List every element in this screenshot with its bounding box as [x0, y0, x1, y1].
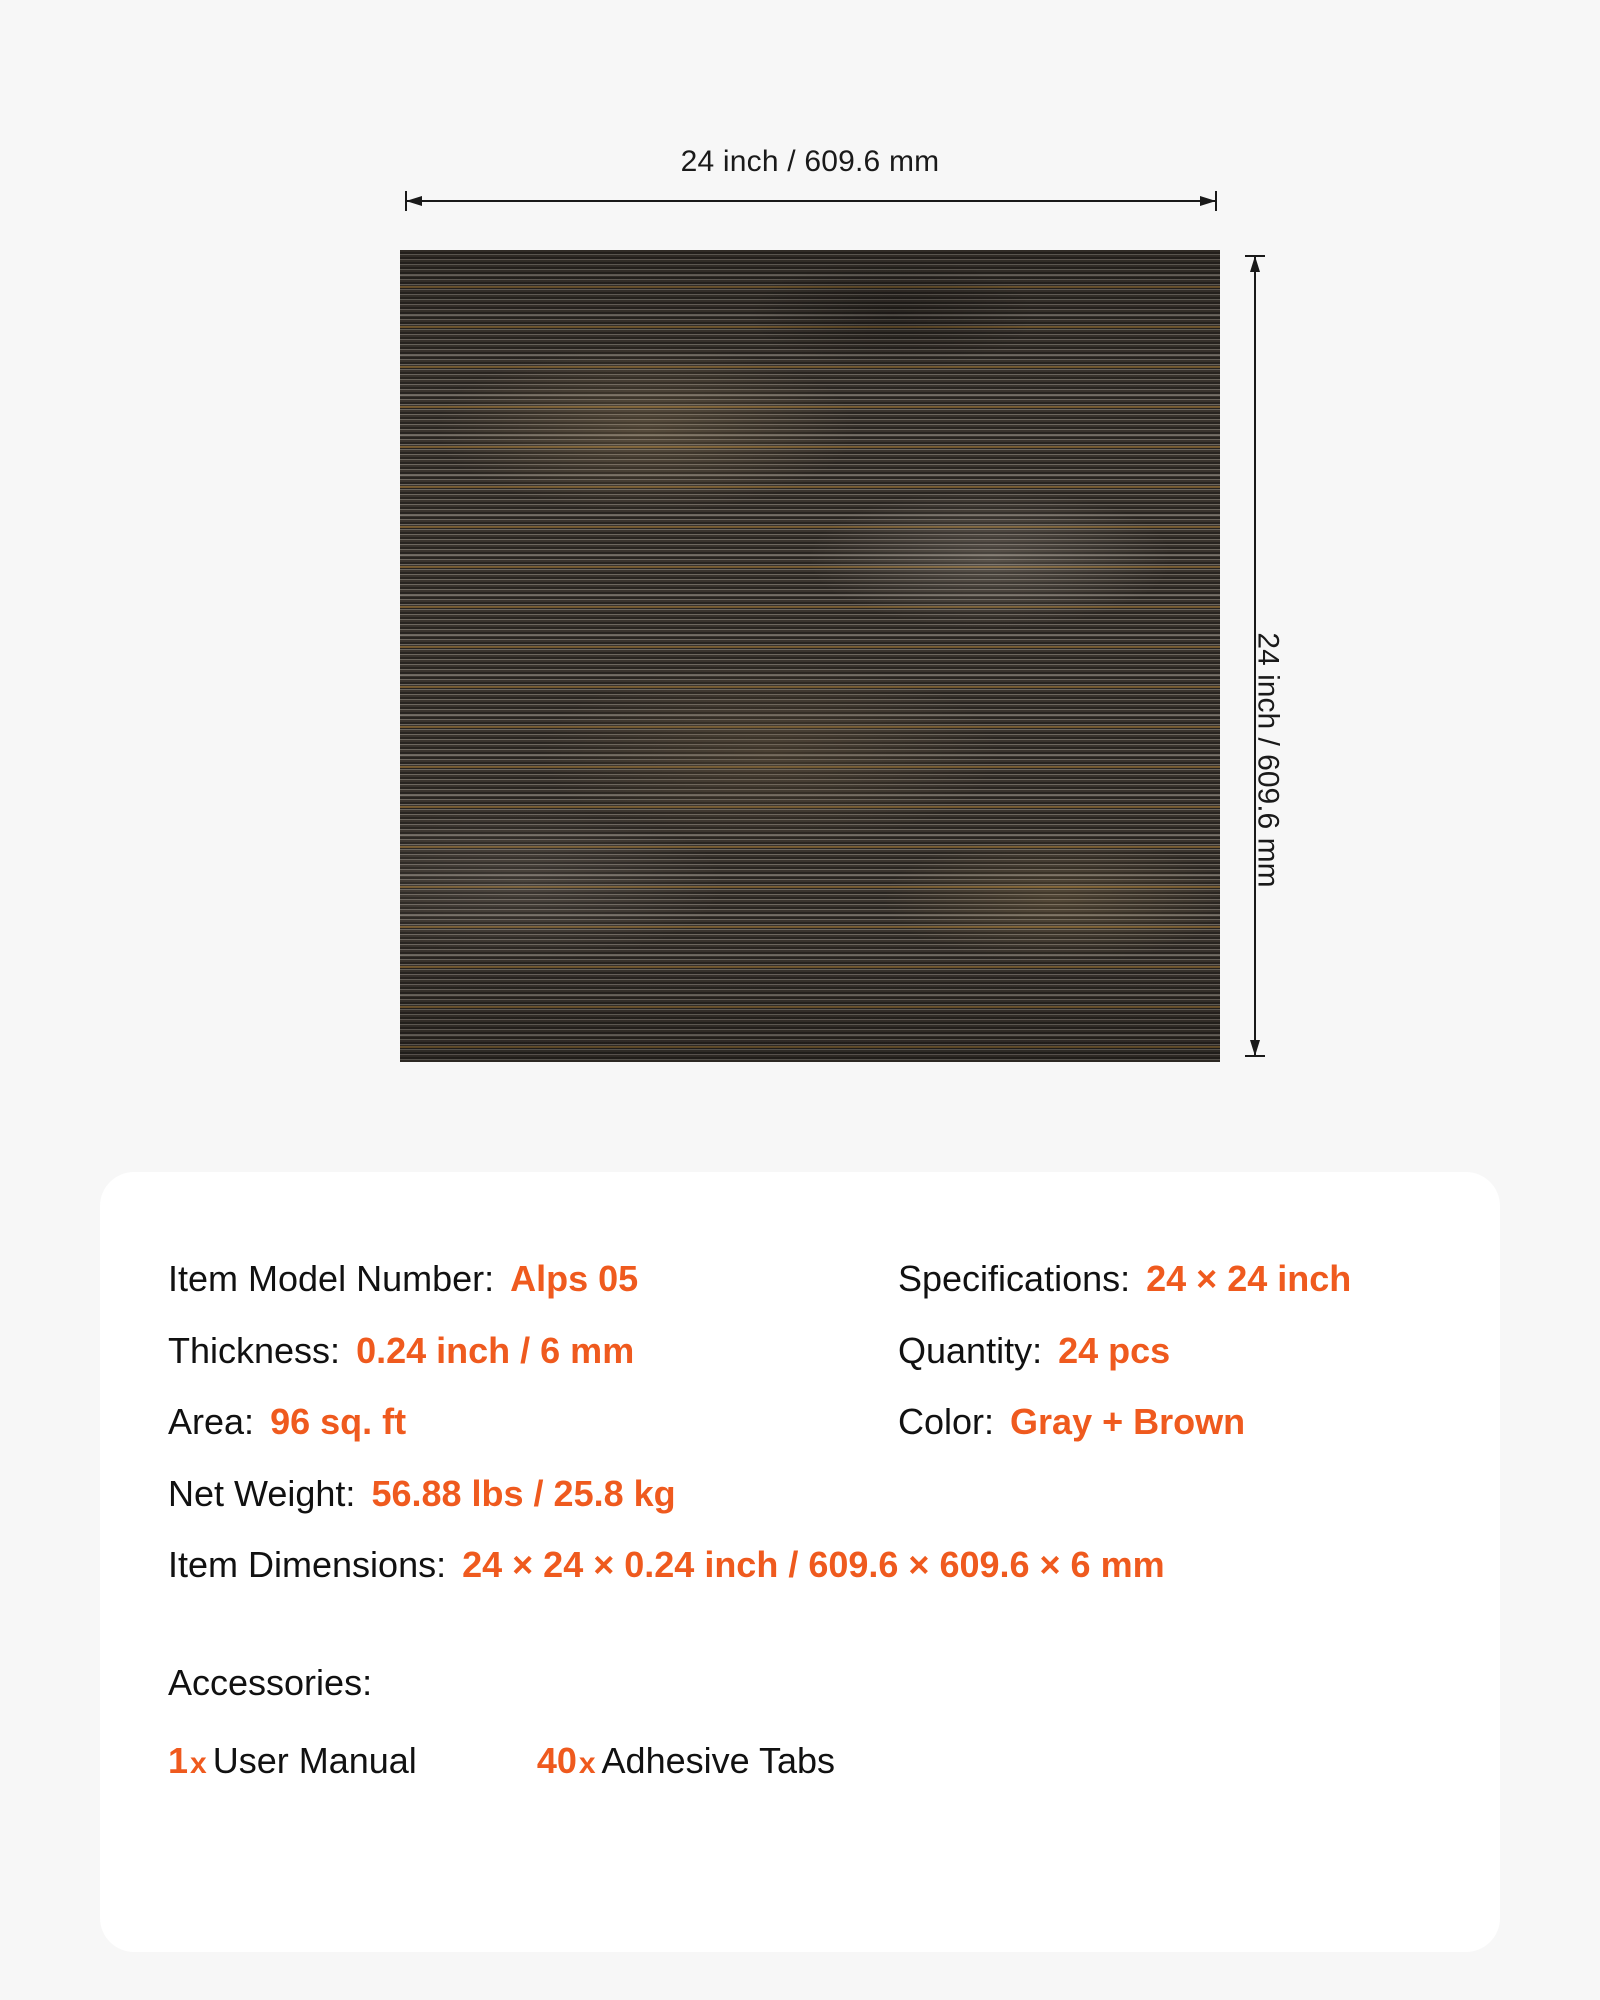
spec-row-dimensions — [168, 1536, 1478, 1594]
accessory-x: x — [578, 1747, 596, 1780]
spec-cell — [898, 1393, 1478, 1451]
spec-label: Color: — [898, 1401, 995, 1443]
spec-row — [168, 1322, 1478, 1380]
tile-vignette — [400, 250, 1220, 1062]
height-dimension-label — [1248, 460, 1288, 1060]
spec-row — [168, 1393, 1478, 1451]
spec-cell — [898, 1250, 1478, 1308]
height-dimension-text: 24 inch / 609.6 mm — [1252, 632, 1286, 888]
spec-row — [168, 1250, 1478, 1308]
accessory-quantity: 40 — [536, 1740, 577, 1781]
spec-value: 24 × 24 inch — [1146, 1258, 1352, 1299]
carpet-tile-swatch — [400, 250, 1220, 1062]
spec-value: 24 × 24 × 0.24 inch / 609.6 × 609.6 × 6 mm — [462, 1544, 1165, 1586]
spec-cell — [168, 1393, 898, 1451]
accessory-name: Adhesive Tabs — [601, 1740, 836, 1781]
width-dimension-arrow — [400, 190, 1222, 212]
specification-card — [100, 1172, 1500, 1952]
spec-label: Quantity: — [898, 1329, 1043, 1371]
accessory-item — [168, 1740, 417, 1782]
accessory-quantity: 1 — [168, 1740, 189, 1781]
accessory-name: User Manual — [212, 1740, 417, 1781]
spec-value: Alps 05 — [510, 1258, 639, 1299]
spec-value: 96 sq. ft — [270, 1401, 407, 1443]
spec-label: Net Weight: — [168, 1472, 356, 1514]
accessories-list — [168, 1740, 835, 1782]
accessories-heading: Accessories: — [168, 1662, 373, 1703]
spec-label: Item Model Number: — [168, 1258, 495, 1299]
spec-value: 24 pcs — [1058, 1329, 1171, 1371]
spec-row — [168, 1465, 1478, 1523]
accessory-x: x — [190, 1747, 207, 1780]
spec-cell — [898, 1322, 1478, 1380]
width-dimension-label: 24 inch / 609.6 mm — [680, 145, 940, 178]
spec-cell — [168, 1250, 898, 1308]
spec-label: Item Dimensions: — [168, 1544, 447, 1586]
spec-cell — [168, 1322, 898, 1380]
spec-value: Gray + Brown — [1010, 1401, 1246, 1443]
specification-grid — [168, 1250, 1478, 1608]
spec-label: Area: — [168, 1401, 255, 1443]
spec-label: Specifications: — [898, 1258, 1131, 1299]
spec-label: Thickness: — [168, 1329, 341, 1371]
spec-value: 0.24 inch / 6 mm — [356, 1329, 635, 1371]
spec-value: 56.88 lbs / 25.8 kg — [371, 1472, 676, 1514]
accessory-item — [537, 1740, 835, 1782]
spec-cell — [168, 1465, 898, 1523]
